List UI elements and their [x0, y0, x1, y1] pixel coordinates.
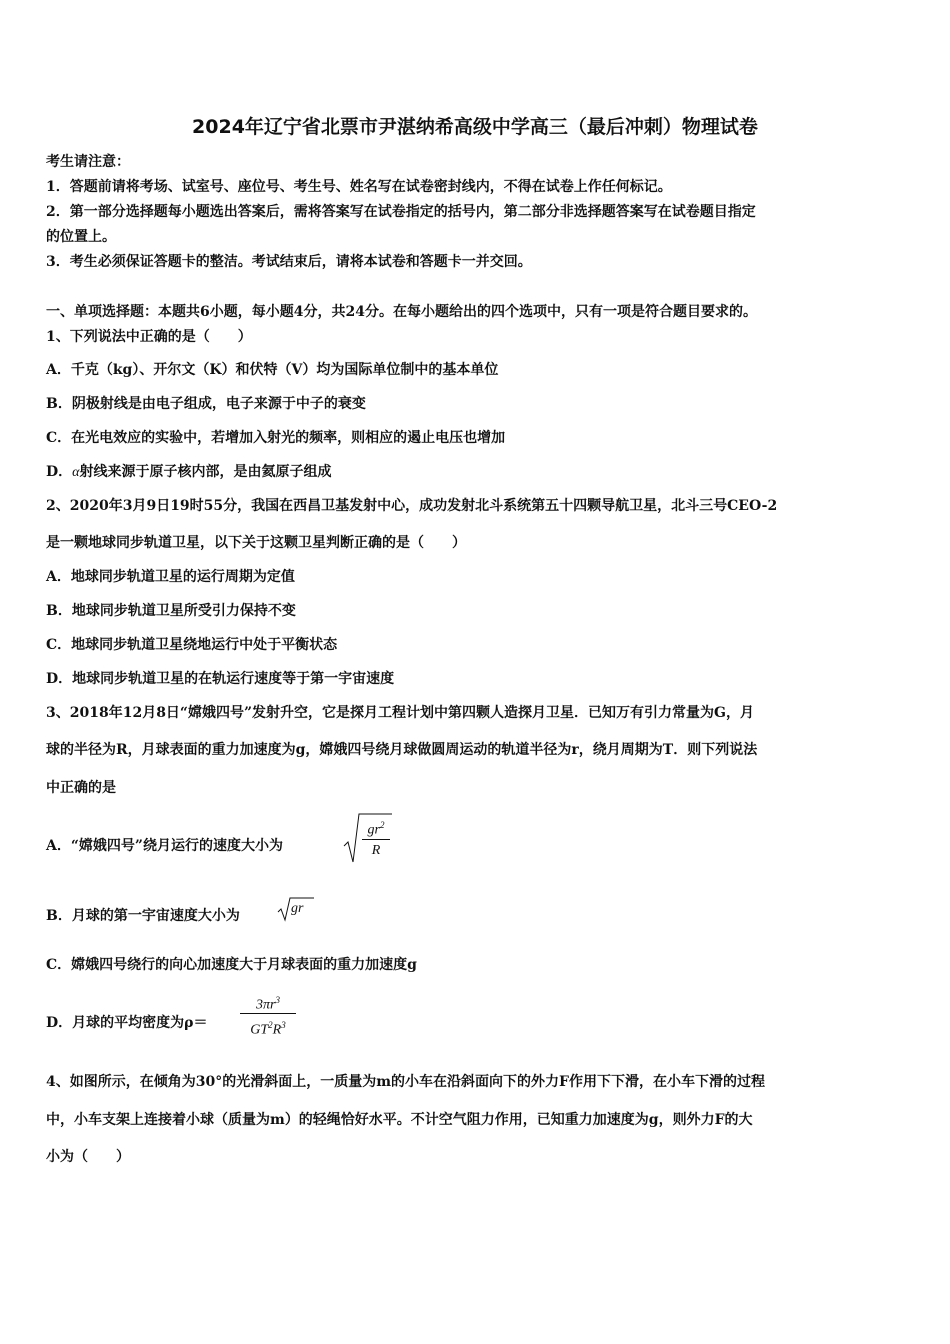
q1-option-d-prefix: D．	[46, 464, 73, 480]
q2-option-b: B．地球同步轨道卫星所受引力保持不变	[46, 603, 296, 619]
page-title: 2024年辽宁省北票市尹湛纳希高级中学高三（最后冲刺）物理试卷	[192, 116, 758, 138]
q1-option-b: B．阴极射线是由电子组成，电子来源于中子的衰变	[46, 396, 366, 412]
q3-stem-line-3: 中正确的是	[46, 780, 116, 796]
q3-stem-line-2: 球的半径为R，月球表面的重力加速度为g，嫦娥四号绕月球做圆周运动的轨道半径为r，绕月周期为T．则下列说法	[46, 742, 758, 758]
q4-stem-line-3: 小为（ ）	[46, 1149, 130, 1165]
q4-stem-line-1: 4、如图所示，在倾角为30°的光滑斜面上，一质量为m的小车在沿斜面向下的外力F作用下下滑，在小车下滑的过程	[46, 1074, 765, 1090]
q1-option-d-text: 射线来源于原子核内部，是由氦原子组成	[79, 464, 332, 480]
notice-item-1: 1．答题前请将考场、试室号、座位号、考生号、姓名写在试卷密封线内，不得在试卷上作任何标记。	[46, 179, 672, 195]
q1-option-c: C．在光电效应的实验中，若增加入射光的频率，则相应的遏止电压也增加	[46, 430, 506, 446]
q3-a-denominator: R	[371, 843, 381, 858]
q1-option-d	[46, 462, 911, 483]
q3-option-b-text: B．月球的第一宇宙速度大小为	[46, 908, 240, 924]
q3-option-d-text: D．月球的平均密度为ρ＝	[46, 1015, 208, 1031]
q3-option-b	[46, 906, 911, 926]
q3-option-b-formula	[276, 896, 316, 924]
q2-option-d: D．地球同步轨道卫星的在轨运行速度等于第一宇宙速度	[46, 671, 395, 687]
q3-option-a-text: A．“嫦娥四号”绕月运行的速度大小为	[46, 838, 283, 854]
notice-item-3: 3．考生必须保证答题卡的整洁。考试结束后，请将本试卷和答题卡一并交回。	[46, 254, 532, 270]
notice-heading: 考生请注意：	[46, 154, 130, 170]
q3-d-denominator: $GT^2R^3$	[250, 1020, 286, 1038]
q3-b-radicand: gr	[291, 901, 304, 916]
q3-option-a-formula	[342, 810, 394, 866]
q2-option-c: C．地球同步轨道卫星绕地运行中处于平衡状态	[46, 637, 338, 653]
q3-option-c: C．嫦娥四号绕行的向心加速度大于月球表面的重力加速度g	[46, 957, 417, 973]
section-heading: 一、单项选择题：本题共6小题，每小题4分，共24分。在每小题给出的四个选项中，只有一项是符合题目要求的。	[46, 304, 757, 320]
q2-stem-line-1: 2、2020年3月9日19时55分，我国在西昌卫基发射中心，成功发射北斗系统第五十四颗导航卫星，北斗三号CEO-2	[46, 498, 778, 514]
q4-stem-line-2: 中，小车支架上连接着小球（质量为m）的轻绳恰好水平。不计空气阻力作用，已知重力加速度为g，则外力F的大	[46, 1112, 753, 1128]
notice-item-2-cont: 的位置上。	[46, 229, 116, 245]
q3-option-d-formula	[238, 990, 298, 1040]
notice-item-2: 2．第一部分选择题每小题选出答案后，需将答案写在试卷指定的括号内，第二部分非选择题答案写在试卷题目指定	[46, 204, 756, 220]
q3-option-d	[46, 1013, 911, 1033]
q2-stem-line-2: 是一颗地球同步轨道卫星，以下关于这颗卫星判断正确的是（ ）	[46, 535, 466, 551]
q3-option-a	[46, 836, 911, 856]
q2-option-a: A．地球同步轨道卫星的运行周期为定值	[46, 569, 295, 585]
alpha-symbol: α	[72, 465, 80, 480]
q3-stem-line-1: 3、2018年12月8日“嫦娥四号”发射升空，它是探月工程计划中第四颗人造探月卫星．已知万有引力常量为G，月	[46, 705, 754, 721]
q1-option-a: A．千克（kg）、开尔文（K）和伏特（V）均为国际单位制中的基本单位	[46, 362, 499, 378]
q3-a-numerator: $gr^2$	[367, 820, 385, 838]
fraction-bar	[240, 1013, 296, 1014]
fraction-bar	[362, 839, 390, 840]
q1-stem: 1、下列说法中正确的是（ ）	[46, 329, 252, 345]
q3-d-numerator: $3\pi r^3$	[256, 995, 280, 1013]
